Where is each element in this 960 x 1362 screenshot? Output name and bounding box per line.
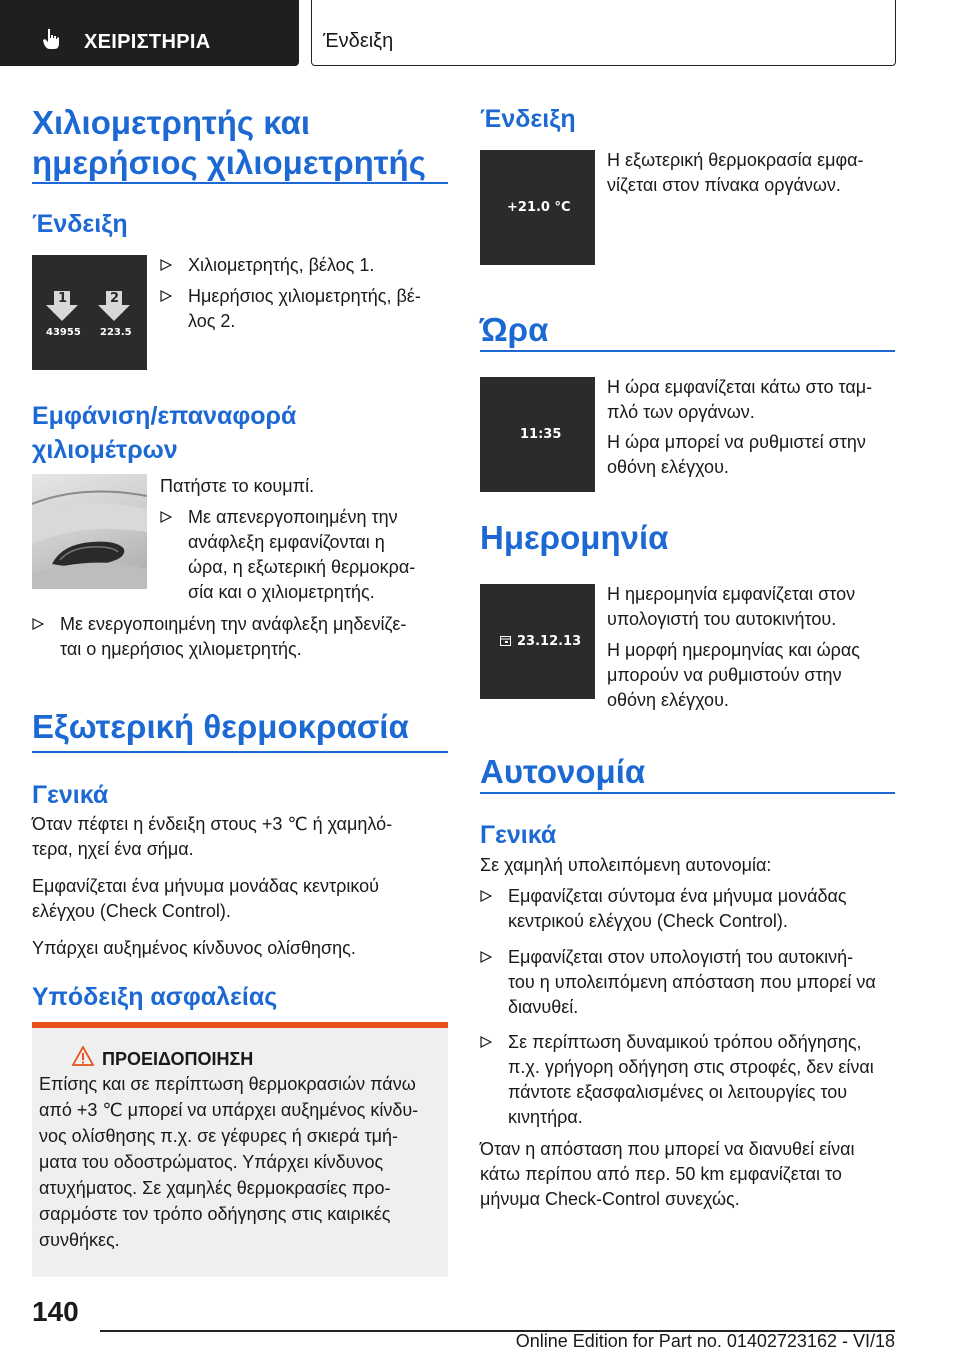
reset-button-photo xyxy=(32,474,147,589)
temperature-display-image xyxy=(480,150,595,265)
bullet-text: Εμφανίζεται στον υπολογιστή του αυτοκινή- xyxy=(508,947,854,967)
page-number: 140 xyxy=(32,1296,79,1327)
paragraph-line: Η μορφή ημερομηνίας και ώρας xyxy=(607,640,860,660)
warning-box xyxy=(32,1022,448,1277)
paragraph-line: Εμφανίζεται ένα μήνυμα μονάδας κεντρικού xyxy=(32,876,380,896)
paragraph-line: κάτω περίπου από περ. 50 km εμφανίζεται το xyxy=(480,1164,842,1184)
trip-value: 223.5 xyxy=(100,327,132,338)
bullet-text: Εμφανίζεται σύντομα ένα μήνυμα μονάδας xyxy=(508,886,847,906)
range-paragraph xyxy=(480,1137,895,1212)
reset-heading-line2: χιλιομέτρων xyxy=(32,436,178,464)
bullet-text: ται ο ημερήσιος χιλιομετρητής. xyxy=(60,639,302,659)
paragraph-line: Όταν η απόσταση που μπορεί να διανυθεί είναι xyxy=(480,1139,855,1159)
odometer-image xyxy=(32,255,147,370)
warning-bar xyxy=(32,1022,448,1028)
bullet-triangle-icon xyxy=(480,1036,492,1048)
paragraph-line: νίζεται στον πίνακα οργάνων. xyxy=(607,175,841,195)
paragraph-line: τερα, ηχεί ένα σήμα. xyxy=(32,839,194,859)
odometer-value: 43955 xyxy=(46,327,81,338)
time-value: 11:35 xyxy=(520,427,562,442)
paragraph-line: πλό των οργάνων. xyxy=(607,402,755,422)
odometer-heading-line2: ημερήσιος χιλιομετρητής xyxy=(32,144,426,181)
range-heading: Αυτονομία xyxy=(480,753,646,790)
warning-line: σαρμόστε τον τρόπο οδήγησης στις καιρικές xyxy=(39,1204,391,1224)
outside-temp-heading: Εξωτερική θερμοκρασία xyxy=(32,708,409,745)
display-subheading: Ένδειξη xyxy=(32,210,128,238)
warning-triangle-icon xyxy=(72,1046,94,1066)
warning-line: ματα του οδοστρώματος. Υπάρχει κίνδυνος xyxy=(39,1152,384,1172)
warning-body xyxy=(39,1071,439,1253)
paragraph xyxy=(32,874,448,924)
paragraph: Υπάρχει αυξημένος κίνδυνος ολίσθησης. xyxy=(32,938,356,958)
bullet-text: λος 2. xyxy=(188,311,236,331)
bullet-triangle-icon xyxy=(32,618,44,630)
paragraph-line: ελέγχου (Check Control). xyxy=(32,901,231,921)
date-text xyxy=(607,638,860,713)
paragraph-line: Η ημερομηνία εμφανίζεται στον xyxy=(607,584,856,604)
reset-heading-line1: Εμφάνιση/επαναφορά xyxy=(32,402,297,430)
bullet-text: κινητήρα. xyxy=(508,1107,583,1127)
general-heading: Γενικά xyxy=(32,781,109,809)
heading-rule xyxy=(32,182,448,184)
section-tab[interactable] xyxy=(0,0,299,66)
temperature-value: +21.0 °C xyxy=(507,200,571,215)
paragraph-line: Η ώρα εμφανίζεται κάτω στο ταμ- xyxy=(607,377,873,397)
bullet-triangle-icon xyxy=(160,511,172,523)
paragraph-line: Η ώρα μπορεί να ρυθμιστεί στην xyxy=(607,432,866,452)
range-general-heading: Γενικά xyxy=(480,821,557,849)
heading-rule xyxy=(480,350,895,352)
paragraph-line: μπορούν να ρυθμιστούν στην xyxy=(607,665,842,685)
paragraph-line: μήνυμα Check-Control συνεχώς. xyxy=(480,1189,740,1209)
breadcrumb xyxy=(311,0,896,66)
tab-label: ΧΕΙΡΙΣΤΗΡΙΑ xyxy=(84,31,211,53)
odometer-heading xyxy=(32,103,426,183)
bullet-text: ώρα, η εξωτερική θερμοκρα- xyxy=(188,557,416,577)
hand-pointer-icon xyxy=(40,27,64,51)
heading-rule xyxy=(32,751,448,753)
page-header xyxy=(0,0,960,66)
odometer-heading-line1: Χιλιομετρητής και xyxy=(32,104,310,141)
range-intro: Σε χαμηλή υπολειπόμενη αυτονομία: xyxy=(480,855,772,875)
calendar-icon xyxy=(500,635,511,646)
time-text xyxy=(607,430,866,480)
breadcrumb-label: Ένδειξη xyxy=(323,30,394,52)
bullet-text: ανάφλεξη εμφανίζονται η xyxy=(188,532,385,552)
warning-line: από +3 ℃ μπορεί να υπάρχει αυξημένος κίνδυ- xyxy=(39,1100,419,1120)
bullet-text: Με ενεργοποιημένη την ανάφλεξη μηδενίζε- xyxy=(60,614,407,634)
bullet-triangle-icon xyxy=(480,890,492,902)
warning-line: συνθήκες. xyxy=(39,1230,120,1250)
paragraph-line: υπολογιστή του αυτοκινήτου. xyxy=(607,609,837,629)
bullet-text: Ημερήσιος χιλιομετρητής, βέ- xyxy=(188,286,421,306)
date-display-image xyxy=(480,584,595,699)
arrow-2-label: 2 xyxy=(110,291,120,306)
time-text xyxy=(607,375,872,425)
press-button-text: Πατήστε το κουμπί. xyxy=(160,476,315,496)
bullet-text: π.χ. γρήγορη οδήγηση στις στροφές, δεν είναι xyxy=(508,1057,874,1077)
warning-line: Επίσης και σε περίπτωση θερμοκρασιών πάνω xyxy=(39,1074,416,1094)
edition-footer: Online Edition for Part no. 01402723162 - VI/18 xyxy=(515,1331,895,1351)
bullet-triangle-icon xyxy=(480,951,492,963)
safety-heading: Υπόδειξη ασφαλείας xyxy=(32,983,278,1011)
heading-rule xyxy=(480,792,895,794)
paragraph-line: Η εξωτερική θερμοκρασία εμφα- xyxy=(607,150,864,170)
display-heading: Ένδειξη xyxy=(480,105,576,133)
bullet-text: Χιλιομετρητής, βέλος 1. xyxy=(188,255,375,275)
warning-line: ατυχήματος. Σε χαμηλές θερμοκρασίες προ- xyxy=(39,1178,391,1198)
paragraph-line: οθόνη ελέγχου. xyxy=(607,457,729,477)
bullet-text: του η υπολειπόμενη απόσταση που μπορεί να xyxy=(508,972,876,992)
bullet-text: σία και ο χιλιομετρητής. xyxy=(188,582,375,602)
bullet-triangle-icon xyxy=(160,259,172,271)
bullet-triangle-icon xyxy=(160,290,172,302)
date-heading: Ημερομηνία xyxy=(480,519,669,556)
warning-line: νος ολίσθησης π.χ. σε γέφυρες ή σκιερά τμή- xyxy=(39,1126,399,1146)
bullet-text: πάντοτε εξασφαλισμένες οι λειτουργίες του xyxy=(508,1082,848,1102)
time-display-image xyxy=(480,377,595,492)
bullet-text: Σε περίπτωση δυναμικού τρόπου οδήγησης, xyxy=(508,1032,862,1052)
reset-heading xyxy=(32,399,296,467)
arrow-1-label: 1 xyxy=(58,291,68,306)
paragraph xyxy=(32,812,448,862)
date-text xyxy=(607,582,855,632)
bullet-text: διανυθεί. xyxy=(508,997,579,1017)
warning-title: ΠΡΟΕΙΔΟΠΟΙΗΣΗ xyxy=(102,1049,254,1069)
button-illustration xyxy=(32,474,147,589)
time-heading: Ώρα xyxy=(480,311,549,348)
bullet-text: Με απενεργοποιημένη την xyxy=(188,507,398,527)
temperature-text xyxy=(607,148,864,198)
paragraph-line: Όταν πέφτει η ένδειξη στους +3 ℃ ή χαμηλό- xyxy=(32,814,393,834)
bullet-text: κεντρικού ελέγχου (Check Control). xyxy=(508,911,788,931)
paragraph-line: οθόνη ελέγχου. xyxy=(607,690,729,710)
date-value: 23.12.13 xyxy=(517,634,582,649)
